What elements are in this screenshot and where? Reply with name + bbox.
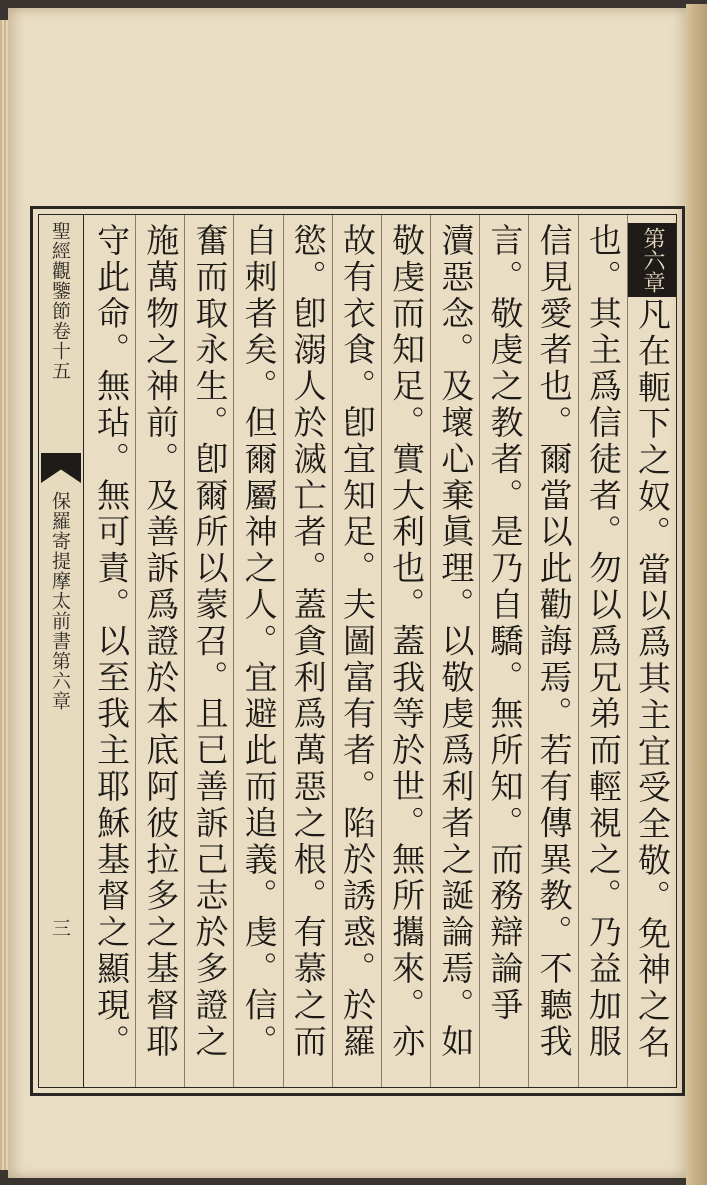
margin-title-bottom: 保羅寄提摩太前書第六章 <box>49 491 71 711</box>
page-number: 三 <box>49 918 71 937</box>
text-column-6: 敬虔而知足。實大利也。蓋我等於世。無所攜來。亦 <box>381 215 430 1087</box>
text-column-11: 施萬物之神前。及善訴爲證於本底阿彼拉多之基督耶 <box>135 215 184 1087</box>
text-column-3: 信見愛者也。爾當以此勸誨焉。若有傳異教。不聽我 <box>528 215 577 1087</box>
text-column-8: 慾。卽溺人於滅亡者。蓋貪利爲萬惡之根。有慕之而 <box>283 215 332 1087</box>
text-column-2: 也。其主爲信徒者。勿以爲兄弟而輕視之。乃益加服 <box>578 215 627 1087</box>
text-body <box>87 215 676 1087</box>
fish-tail-ornament-icon <box>41 453 81 483</box>
text-column-4: 言。敬虔之教者。是乃自驕。無所知。而務辯論爭 <box>479 215 528 1087</box>
text-column-10: 奮而取永生。卽爾所以蒙召。且已善訴己志於多證之 <box>184 215 233 1087</box>
text-frame <box>30 206 685 1096</box>
chapter-heading: 第六章 <box>628 223 676 297</box>
page-edge <box>686 4 707 1185</box>
margin-column <box>39 215 84 1087</box>
text-column-7: 故有衣食。卽宜知足。夫圖富有者。陷於誘惑。於羅 <box>332 215 381 1087</box>
text-column-12: 守此命。無玷。無可責。以至我主耶穌基督之顯現。 <box>92 223 132 1061</box>
text-column-1 <box>627 215 676 1087</box>
book-page <box>8 8 688 1178</box>
text-column-1-text: 凡在軛下之奴。當以爲其主宜受全敬。免神之名 <box>633 297 672 1062</box>
text-column-5: 瀆惡念。及壞心棄眞理。以敬虔爲利者之誕論焉。如 <box>430 215 479 1087</box>
margin-title-top: 聖經觀鑒節卷十五 <box>49 221 71 381</box>
text-column-9: 自刺者矣。但爾屬神之人。宜避此而追義。虔。信。 <box>233 215 282 1087</box>
text-frame-inner <box>38 214 677 1088</box>
